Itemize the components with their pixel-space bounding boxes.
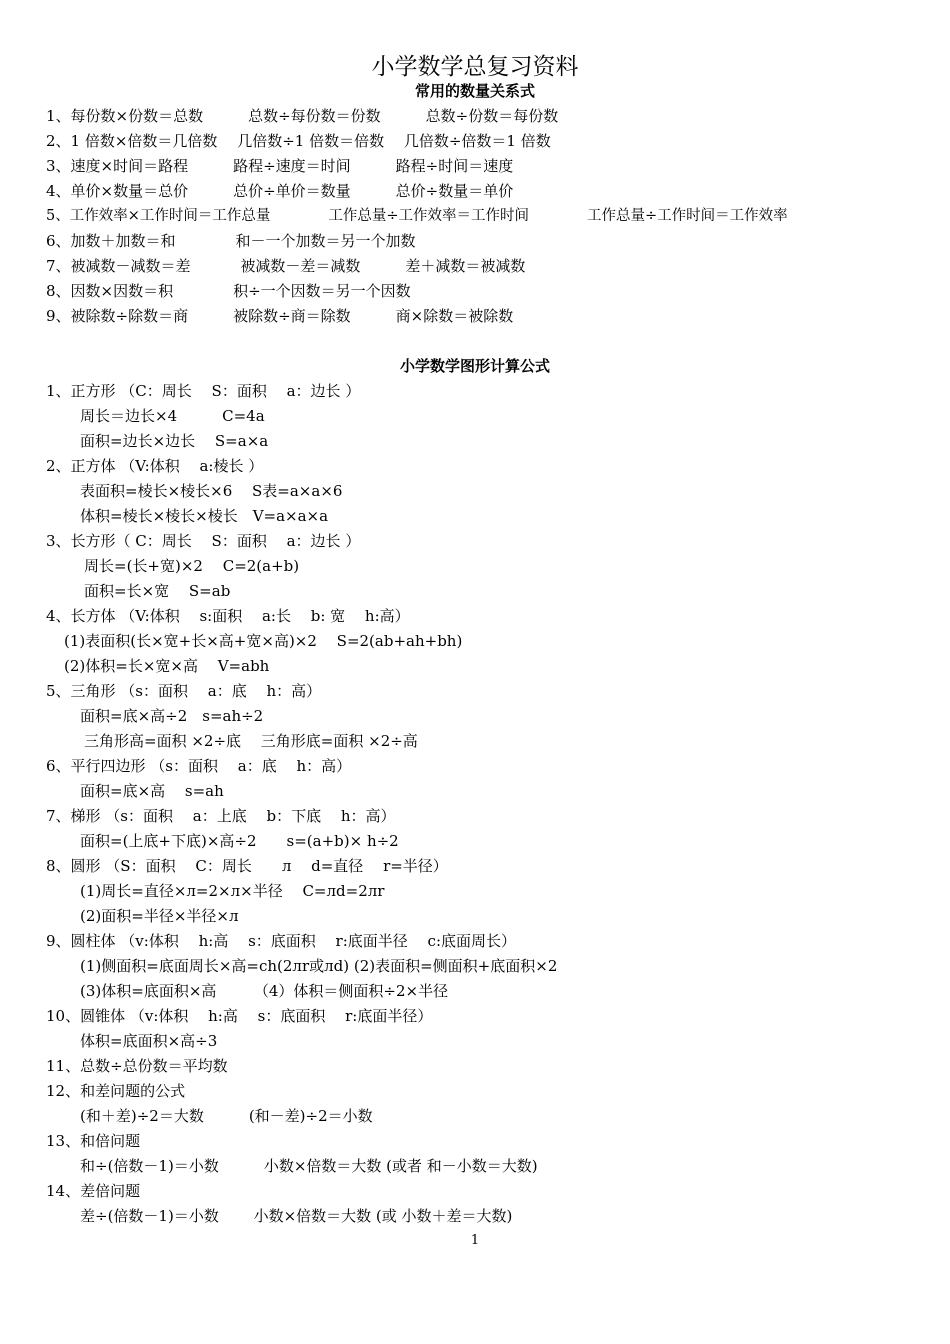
formula-line: 1、每份数×份数＝总数 总数÷每份数＝份数 总数÷份数＝每份数 xyxy=(46,107,559,125)
formula-line: 8、圆形 （S：面积 C：周长 л d=直径 r=半径） xyxy=(46,857,448,875)
formula-line: 3、速度×时间＝路程 路程÷速度＝时间 路程÷时间＝速度 xyxy=(46,157,514,175)
formula-line: 11、总数÷总份数＝平均数 xyxy=(46,1057,228,1075)
formula-line: 面积=边长×边长 S=a×a xyxy=(80,432,269,450)
formula-line: 12、和差问题的公式 xyxy=(46,1082,186,1100)
formula-line: (和＋差)÷2＝大数 (和－差)÷2＝小数 xyxy=(80,1107,373,1125)
formula-line: (3)体积=底面积×高 （4）体积＝侧面积÷2×半径 xyxy=(80,982,449,1000)
formula-line: 9、被除数÷除数＝商 被除数÷商＝除数 商×除数＝被除数 xyxy=(46,307,514,325)
formula-line: (2)面积=半径×半径×л xyxy=(80,907,239,925)
formula-line: 周长=(长+宽)×2 C=2(a+b) xyxy=(84,557,300,575)
formula-line: 1、正方形 （C：周长 S：面积 a：边长 ） xyxy=(46,382,361,400)
formula-line: 13、和倍问题 xyxy=(46,1132,141,1150)
formula-line: 9、圆柱体 （v:体积 h:高 s：底面积 r:底面半径 c:底面周长） xyxy=(46,932,517,950)
formula-line: 2、1 倍数×倍数＝几倍数 几倍数÷1 倍数＝倍数 几倍数÷倍数＝1 倍数 xyxy=(46,132,551,150)
formula-line: 6、加数＋加数＝和 和－一个加数＝另一个加数 xyxy=(46,232,416,250)
formula-line: 7、被减数－减数＝差 被减数－差＝减数 差＋减数＝被减数 xyxy=(46,257,526,275)
formula-line: 体积=棱长×棱长×棱长 V=a×a×a xyxy=(80,507,329,525)
formula-line: 5、工作效率×工作时间＝工作总量 工作总量÷工作效率＝工作时间 工作总量÷工作时间＝工作效率 xyxy=(46,208,788,224)
page-title: 小学数学总复习资料 xyxy=(371,54,579,80)
page-number: 1 xyxy=(470,1233,480,1248)
formula-line: 体积=底面积×高÷3 xyxy=(80,1032,218,1050)
section-heading-quantity-relations: 常用的数量关系式 xyxy=(414,82,535,100)
formula-line: 差÷(倍数－1)＝小数 小数×倍数＝大数 (或 小数＋差＝大数) xyxy=(80,1207,513,1225)
formula-line: 面积=(上底+下底)×高÷2 s=(a+b)× h÷2 xyxy=(80,832,399,850)
formula-line: 4、单价×数量＝总价 总价÷单价＝数量 总价÷数量＝单价 xyxy=(46,182,514,200)
formula-line: 6、平行四边形 （s：面积 a：底 h：高） xyxy=(46,757,352,775)
formula-line: 8、因数×因数＝积 积÷一个因数＝另一个因数 xyxy=(46,282,411,300)
formula-line: 7、梯形 （s：面积 a：上底 b：下底 h：高） xyxy=(46,807,396,825)
formula-line: 5、三角形 （s：面积 a：底 h：高） xyxy=(46,682,322,700)
formula-line: 2、正方体 （V:体积 a:棱长 ） xyxy=(46,457,264,475)
formula-line: 周长＝边长×4 C=4a xyxy=(80,407,265,425)
formula-line: 面积=长×宽 S=ab xyxy=(84,582,231,600)
formula-line: 面积=底×高÷2 s=ah÷2 xyxy=(80,707,264,725)
formula-line: (1)周长=直径×л=2×л×半径 C=лd=2лr xyxy=(80,882,385,900)
formula-line: 14、差倍问题 xyxy=(46,1182,141,1200)
formula-line: 4、长方体 （V:体积 s:面积 a:长 b: 宽 h:高） xyxy=(46,607,410,625)
formula-line: 3、长方形（ C：周长 S：面积 a：边长 ） xyxy=(46,532,361,550)
section-heading-geometry-formulas: 小学数学图形计算公式 xyxy=(399,357,550,375)
formula-line: (1)表面积(长×宽+长×高+宽×高)×2 S=2(ab+ah+bh) xyxy=(64,632,463,650)
formula-line: 面积=底×高 s=ah xyxy=(80,782,224,800)
formula-line: 三角形高=面积 ×2÷底 三角形底=面积 ×2÷高 xyxy=(84,732,418,750)
formula-line: 10、圆锥体 （v:体积 h:高 s：底面积 r:底面半径） xyxy=(46,1007,433,1025)
formula-line: (1)侧面积=底面周长×高=ch(2лr或лd) (2)表面积=侧面积+底面积×2 xyxy=(80,957,558,975)
formula-line: 和÷(倍数－1)＝小数 小数×倍数＝大数 (或者 和－小数＝大数) xyxy=(80,1157,538,1175)
formula-line: (2)体积=长×宽×高 V=abh xyxy=(64,657,270,675)
formula-line: 表面积=棱长×棱长×6 S表=a×a×6 xyxy=(80,482,343,500)
